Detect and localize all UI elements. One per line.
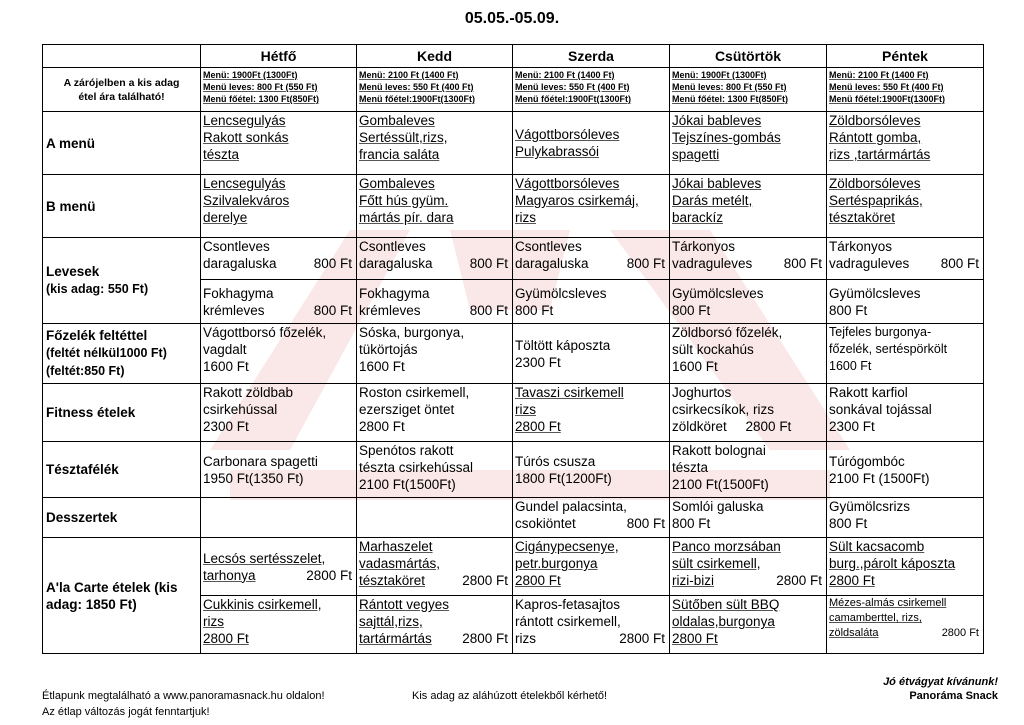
dish-cell: Tavaszi csirkemell rizs 2800 Ft xyxy=(513,384,670,442)
row-label: A menü xyxy=(43,112,201,175)
row-label: B menü xyxy=(43,175,201,238)
soup-cell: Tárkonyos vadraguleves 800 Ft xyxy=(827,238,984,280)
row-label: Levesek (kis adag: 550 Ft) xyxy=(43,238,201,324)
day-header: Kedd xyxy=(357,45,513,68)
menu-cell: Zöldborsóleves Sertéspaprikás, tésztaköret xyxy=(827,175,984,238)
dish-cell: Töltött káposzta 2300 Ft xyxy=(513,324,670,384)
menu-cell: Vágottborsóleves Magyaros csirkemáj, rizs xyxy=(513,175,670,238)
soup-cell: Gyümölcsleves 800 Ft xyxy=(670,280,827,324)
dish-cell: Carbonara spagetti 1950 Ft(1350 Ft) xyxy=(201,442,357,498)
dish-cell: Somlói galuska 800 Ft xyxy=(670,498,827,538)
teszta-row xyxy=(43,442,984,498)
dish-cell: Rakott bolognai tészta 2100 Ft(1500Ft) xyxy=(670,442,827,498)
dish-cell: Gyümölcsrizs 800 Ft xyxy=(827,498,984,538)
menu-price-cell: Menü: 1900Ft (1300Ft) Menü leves: 800 Ft (550 Ft) Menü főétel: 1300 Ft(850Ft) xyxy=(670,68,827,112)
b-menu-row xyxy=(43,175,984,238)
dish-cell: Roston csirkemell, ezersziget öntet 2800 Ft xyxy=(357,384,513,442)
soup-cell: Csontleves daragaluska 800 Ft xyxy=(201,238,357,280)
menu-cell: Zöldborsóleves Rántott gomba, rizs ,tartármártás xyxy=(827,112,984,175)
dish-cell: Lecsós sertésszelet, tarhonya 2800 Ft xyxy=(201,538,357,596)
menu-price-cell: Menü: 2100 Ft (1400 Ft) Menü leves: 550 Ft (400 Ft) Menü főétel:1900Ft(1300Ft) xyxy=(827,68,984,112)
menu-cell: Gombaleves Sertéssült,rizs, francia saláta xyxy=(357,112,513,175)
soup-cell: Gyümölcsleves 800 Ft xyxy=(827,280,984,324)
menu-cell: Jókai bableves Darás metélt, barackíz xyxy=(670,175,827,238)
day-header: Szerda xyxy=(513,45,670,68)
row-label: Főzelék feltéttel (feltét nélkül1000 Ft) (feltét:850 Ft) xyxy=(43,324,201,384)
dish-cell: Sóska, burgonya, tükörtojás 1600 Ft xyxy=(357,324,513,384)
footer-change-note: Az étlap változás jogát fenntartjuk! xyxy=(42,706,210,718)
footer-restaurant-name: Panoráma Snack xyxy=(909,690,998,702)
dish-cell: Sütőben sült BBQ oldalas,burgonya 2800 Ft xyxy=(670,596,827,654)
menu-cell: Lencsegulyás Szilvalekváros derelye xyxy=(201,175,357,238)
dish-cell: Zöldborsó főzelék, sült kockahús 1600 Ft xyxy=(670,324,827,384)
dish-cell: Cigánypecsenye, petr.burgonya 2800 Ft xyxy=(513,538,670,596)
dish-cell: Túrógombóc 2100 Ft (1500Ft) xyxy=(827,442,984,498)
dish-cell: Joghurtos csirkecsíkok, rizs zöldköret 2800 Ft xyxy=(670,384,827,442)
row-label: Fitness ételek xyxy=(43,384,201,442)
dish-cell: Rakott karfiol sonkával tojással 2300 Ft xyxy=(827,384,984,442)
dish-cell: Cukkinis csirkemell, rizs 2800 Ft xyxy=(201,596,357,654)
desszert-row xyxy=(43,498,984,538)
footer-greeting: Jó étvágyat kívánunk! xyxy=(883,676,998,688)
soup-row-1 xyxy=(43,238,984,280)
dish-cell: Kapros-fetasajtos rántott csirkemell, rizs 2800 Ft xyxy=(513,596,670,654)
row-label: A'la Carte ételek (kis adag: 1850 Ft) xyxy=(43,538,201,654)
footer-small-portion-note: Kis adag az aláhúzott ételekből kérhető! xyxy=(412,690,608,702)
corner-cell xyxy=(43,45,201,68)
page-title: 05.05.-05.09. xyxy=(464,10,560,27)
dish-cell: Túrós csusza 1800 Ft(1200Ft) xyxy=(513,442,670,498)
menu-price-cell: Menü: 2100 Ft (1400 Ft) Menü leves: 550 Ft (400 Ft) Menü főétel:1900Ft(1300Ft) xyxy=(513,68,670,112)
menu-cell: Jókai bableves Tejszínes-gombás spagetti xyxy=(670,112,827,175)
day-header: Péntek xyxy=(827,45,984,68)
small-portion-note: A zárójelben a kis adag étel ára található! xyxy=(43,68,201,112)
header-row xyxy=(43,45,984,68)
fozelek-row xyxy=(43,324,984,384)
dish-cell: Marhaszelet vadasmártás, tésztaköret 2800 Ft xyxy=(357,538,513,596)
soup-cell: Fokhagyma krémleves 800 Ft xyxy=(357,280,513,324)
dish-cell xyxy=(201,498,357,538)
dish-cell: Tejfeles burgonya- főzelék, sertéspörkölt 1600 Ft xyxy=(827,324,984,384)
alacarte-row-1 xyxy=(43,538,984,596)
soup-cell: Csontleves daragaluska 800 Ft xyxy=(513,238,670,280)
price-row xyxy=(43,68,984,112)
fitness-row xyxy=(43,384,984,442)
dish-cell: Gundel palacsinta, csokiöntet 800 Ft xyxy=(513,498,670,538)
dish-cell: Mézes-almás csirkemell camamberttel, rizs, zöldsaláta 2800 Ft xyxy=(827,596,984,654)
soup-cell: Gyümölcsleves 800 Ft xyxy=(513,280,670,324)
dish-cell: Rakott zöldbab csirkehússal 2300 Ft xyxy=(201,384,357,442)
dish-cell: Panco morzsában sült csirkemell, rizi-bizi 2800 Ft xyxy=(670,538,827,596)
menu-cell: Gombaleves Főtt hús gyüm. mártás pír. dara xyxy=(357,175,513,238)
row-label: Desszertek xyxy=(43,498,201,538)
menu-price-cell: Menü: 2100 Ft (1400 Ft) Menü leves: 550 Ft (400 Ft) Menü főétel:1900Ft(1300Ft) xyxy=(357,68,513,112)
menu-cell: Vágottborsóleves Pulykabrassói xyxy=(513,112,670,175)
soup-cell: Tárkonyos vadraguleves 800 Ft xyxy=(670,238,827,280)
dish-cell xyxy=(357,498,513,538)
menu-price-cell: Menü: 1900Ft (1300Ft) Menü leves: 800 Ft (550 Ft) Menü főétel: 1300 Ft(850Ft) xyxy=(201,68,357,112)
soup-cell: Csontleves daragaluska 800 Ft xyxy=(357,238,513,280)
dish-cell: Spenótos rakott tészta csirkehússal 2100 Ft(1500Ft) xyxy=(357,442,513,498)
row-label: Tésztafélék xyxy=(43,442,201,498)
weekly-menu-table xyxy=(42,44,984,654)
day-header: Csütörtök xyxy=(670,45,827,68)
day-header: Hétfő xyxy=(201,45,357,68)
dish-cell: Rántott vegyes sajttál,rizs, tartármártás 2800 Ft xyxy=(357,596,513,654)
dish-cell: Sült kacsacomb burg.,párolt káposzta 2800 Ft xyxy=(827,538,984,596)
a-menu-row xyxy=(43,112,984,175)
footer-website-note: Étlapunk megtalálható a www.panoramasnack.hu oldalon! xyxy=(42,690,325,702)
soup-cell: Fokhagyma krémleves 800 Ft xyxy=(201,280,357,324)
menu-cell: Lencsegulyás Rakott sonkás tészta xyxy=(201,112,357,175)
dish-cell: Vágottborsó főzelék, vagdalt 1600 Ft xyxy=(201,324,357,384)
